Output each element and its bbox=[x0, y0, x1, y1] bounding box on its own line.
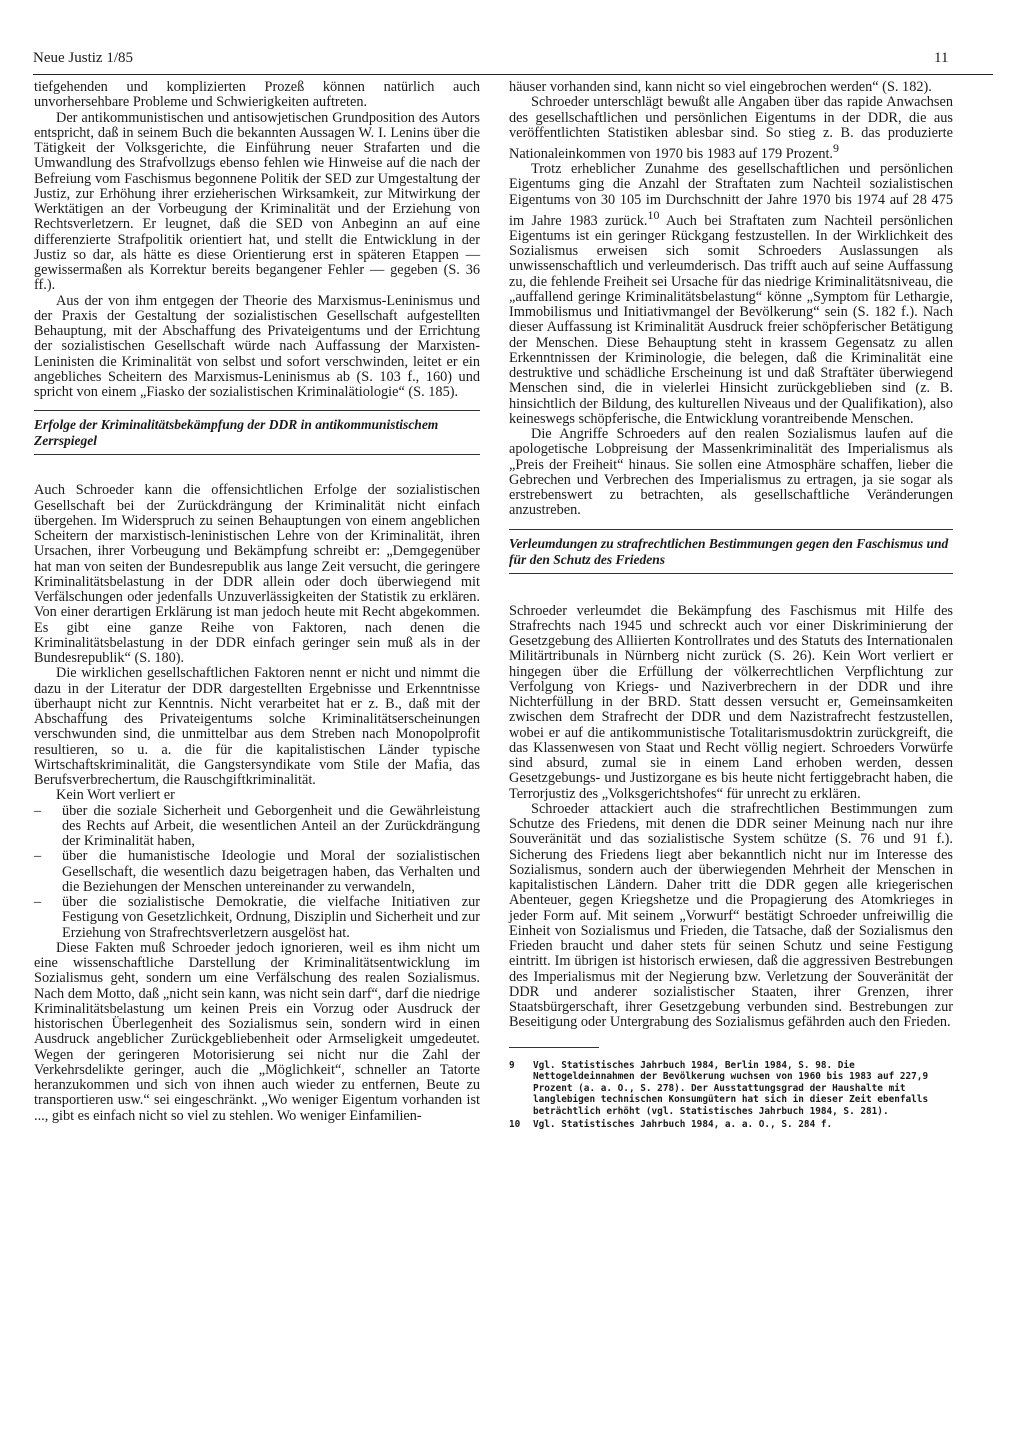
paragraph: Der antikommunistischen und antisowjetischen Grundposition des Autors entspricht, daß in seinem Buch die bekannten Aussagen W. I. Lenins über die Tätigkeit der Volksgerichte, die Einführung neuer Strafarten und die Umwandlung des Strafvollzugs ebenso fehlen wie Hinweise auf die nach der Befreiung vom Faschismus begonnene Politik der SED zur Umgestaltung der Justiz, zur Erhöhung ihrer erzieherischen Wirksamkeit, zur Mitwirkung der Werktätigen an der Vorbeugung der Kriminalität und der Erziehung von Rechtsverletzern. Er leugnet, daß die SED von Anbeginn an auf eine differenzierte Strafpolitik orientiert hat, und stellt die Entwicklung in der Justiz so dar, als hätte es diese Orientierung erst in späteren Etappen — gewissermaßen als Korrektur bereits begangener Fehler — gegeben (S. 36 ff.). bbox=[34, 109, 480, 294]
paragraph: Diese Fakten muß Schroeder jedoch ignorieren, weil es ihm nicht um eine wissenschaftliche Darstellung der Kriminalitätsentwicklung im Sozialismus geht, sondern um eine Verfälschung des realen Sozialismus. Nach dem Motto, daß „nicht sein kann, was nicht sein darf“, darf die niedrige Kriminalitätsbelastung um keinen Preis ein Vorzug oder Ausdruck der historischen Überlegenheit des Sozialismus sein, sondern wird in einen Ausdruck angeblicher Zurückgebliebenheit oder Armseligkeit umgedeutet. Wegen der geringeren Motorisierung sei nicht nur die Zahl der Verkehrsdelikte geringer, auch die „Möglichkeit“, schneller an Tatorte heranzukommen und sich von ihnen auch wieder zu entfernen, Beute zu transportieren usw.“ sei eingeschränkt. „Wo weniger Eigentum vorhanden ist ..., gibt es einfach nicht so viel zu stehlen. Wo weniger Einfamilien- bbox=[34, 939, 480, 1124]
section-heading: Verleumdungen zu strafrechtlichen Bestimmungen gegen den Faschismus und für den Schutz des Friedens bbox=[509, 536, 953, 574]
list-item: – über die humanistische Ideologie und Moral der sozialistischen Gesellschaft, die wesentlich dazu beigetragen haben, das Verhalten und die Beziehungen der Menschen untereinander zu verwandeln, bbox=[34, 849, 480, 895]
header-divider bbox=[33, 74, 993, 75]
paragraph bbox=[509, 95, 953, 162]
paragraph: Aus der von ihm entgegen der Theorie des Marxismus-Leninismus und der Praxis der Gestaltung der sozialistischen Gesellschaft aufgestellten Behauptung, mit der Abschaffung des Privateigentums und der Errichtung der sozialistischen Gesellschaft würde nach Auffassung der Marxisten-Leninisten die Kriminalität von selbst und sofort verschwinden, leitet er ein angebliches Scheitern des Marxismus-Leninismus ab (S. 103 f., 160) und spricht von einem „Fiasko der sozialistischen Kriminalätiologie“ (S. 185). bbox=[34, 292, 480, 400]
footnote-text: Vgl. Statistisches Jahrbuch 1984, a. a. O., S. 284 f. bbox=[533, 1119, 833, 1131]
footnote-divider bbox=[509, 1047, 599, 1048]
list-intro: Kein Wort verliert er bbox=[56, 787, 175, 804]
paragraph: Schroeder attackiert auch die strafrechtlichen Bestimmungen zum Schutze des Friedens, mit denen die DDR seiner Meinung nach nur ihre Souveränität und das sozialistische System schütze (S. 76 und 91 f.). Sicherung des Friedens liegt aber bekanntlich nicht nur im Interesse des Sozialismus, sondern auch der überwiegenden Mehrheit der Menschen in kapitalistischen Ländern. Daher tritt die DDR gegen alle kriegerischen Abenteuer, gegen Kriegshetze und die Propagierung des Atomkrieges in jeder Form auf. Mit seinem „Vorwurf“ bestätigt Schroeder unfreiwillig die Einheit von Sozialismus und Frieden, die Tatsache, daß der Sozialismus den Frieden braucht und daher stets für seinen Schutz und seine Festigung eintritt. Im übrigen ist historisch erwiesen, daß die aggressiven Bestrebungen des Imperialismus mit der Negierung bzw. Verletzung der Souveränität der DDR und anderer sozialistischer Staaten, ihrer Grenzen, ihrer Staatsbürgerschaft, ihrer Gesetzgebung verbunden sind. Bestrebungen zur Beseitigung oder Untergrabung des Sozialismus gefährden auch den Frieden. bbox=[509, 800, 953, 1031]
paragraph: Auch Schroeder kann die offensichtlichen Erfolge der sozialistischen Gesellschaft bei der Zurückdrängung der Kriminalität nicht einfach übergehen. Im Widerspruch zu seinen Behauptungen von einem angeblichen Scheitern der marxistisch-leninistischen Lehre von der Kriminalität, ihren Ursachen, ihrer Vorbeugung und Bekämpfung schreibt er: „Demgegenüber hat man von seiten der Bundesrepublik aus lange Zeit versucht, die geringere Kriminalitätsbelastung in der DDR allein oder doch überwiegend mit Verfälschungen oder jedenfalls Unzuverlässigkeiten der Statistik zu erklären. Von einer derartigen Erklärung ist man jedoch heute mit Recht abgekommen. Es gibt eine ganze Reihe von Faktoren, nach denen die Kriminalitätsbelastung in der DDR einfach geringer sein muß als in der Bundesrepublik“ (S. 180). bbox=[34, 482, 480, 666]
footnote bbox=[509, 1119, 953, 1131]
journal-title: Neue Justiz 1/85 bbox=[33, 50, 133, 66]
section-heading: Erfolge der Kriminalitätsbekämpfung der DDR in antikommunistischem Zerrspiegel bbox=[34, 417, 480, 455]
paragraph: Die Angriffe Schroeders auf den realen Sozialismus laufen auf die apologetische Lobpreisung der Massenkriminalität des Imperialismus als „Preis der Freiheit“ hinaus. Sie sollen eine Atmosphäre schaffen, lieber die Gebrechen und Verbrechen des Imperialismus zu ertragen, ja sie sogar als erstrebenswert zu betrachten, als gesellschaftliche Veränderungen anzustreben. bbox=[509, 426, 953, 519]
paragraph-text: Auch bei Straftaten zum Nachteil persönlichen Eigentums ist ein geringer Rückgang festzustellen. In der Wirklichkeit des Sozialismus erweisen sich somit Schroeders Auslassungen als unwissenschaftlich und verleumderisch. Das trifft auch auf seine Auffassung zu, die fehlende Freiheit sei Ursache für das niedrige Kriminalitätsniveau, die „auffallend geringe Kriminalitätsbelastung“ könne „Symptom für Lethargie, Immobilismus und Initiativmangel der Bevölkerung“ sein (S. 182 f.). Nach dieser Auffassung ist Kriminalität Ausdruck freier schöpferischer Betätigung der Menschen. Diese Behauptung steht in krassem Gegensatz zu allen Erkenntnissen der Kriminologie, die belegen, daß die Kriminalität eine destruktive und schädliche Erscheinung ist und daß Straftäter überwiegend Menschen sind, die in vielerlei Hinsicht zurückgeblieben sind (z. B. hinsichtlich der Bildung, des kulturellen Niveaus und der Qualifikation), also keineswegs schöpferische, die Entwicklung vorantreibende Menschen. bbox=[509, 212, 953, 427]
section-divider bbox=[34, 410, 480, 411]
page-number: 11 bbox=[934, 50, 949, 66]
footnote-text: Vgl. Statistisches Jahrbuch 1984, Berlin 1984, S. 98. Die Nettogeldeinnahmen der Bevölkerung wuchsen von 1960 bis 1983 auf 227,9 Prozent (a. a. O., S. 278). Der Ausstattungsgrad der Haushalte mit langlebigen technischen Konsumgütern hat sich in dieser Zeit ebenfalls beträchtlich erhöht (vgl. Statistisches Jahrbuch 1984, S. 281). bbox=[533, 1059, 929, 1117]
paragraph: Schroeder verleumdet die Bekämpfung des Faschismus mit Hilfe des Strafrechts nach 1945 und schreckt auch vor einer Diskriminierung der Gesetzgebung des Alliierten Kontrollrates und des Statuts des Internationalen Militärtribunals in Nürnberg nicht zurück (S. 26). Kein Wort verliert er hingegen über die Erfüllung der völkerrechtlichen Verpflichtung zur Verfolgung von Kriegs- und Naziverbrechern in der DDR und ihre Nichterfüllung in der BRD. Statt dessen versucht er, Gemeinsamkeiten zwischen dem Strafrecht der DDR und dem Nazistrafrecht festzustellen, wobei er auf die antikommunistische Totalitarismusdoktrin zurückgreift, die das Klassenwesen von Staat und Recht völlig negiert. Schroeders Vorwürfe sind absurd, zumal sie in einem Land erhoben werden, dessen Gesetzgebungs- und Justizorgane es bis heute nicht fertiggebracht haben, die Terrorjustiz des „Volksgerichtshofes“ für unrecht zu erklären. bbox=[509, 602, 953, 802]
footnote-number: 10 bbox=[509, 1119, 521, 1131]
paragraph: häuser vorhanden sind, kann nicht so viel eingebrochen werden“ (S. 182). bbox=[509, 79, 932, 95]
paragraph bbox=[509, 162, 953, 427]
footnote bbox=[509, 1060, 953, 1118]
footnote-ref: 10 bbox=[647, 207, 660, 222]
footnote-number: 9 bbox=[509, 1059, 515, 1071]
dash-list bbox=[34, 804, 480, 941]
paragraph: tiefgehenden und komplizierten Prozeß können natürlich auch unvorhersehbare Probleme und Schwierigkeiten auftreten. bbox=[34, 79, 480, 111]
footnote-ref: 9 bbox=[833, 141, 839, 155]
section-divider bbox=[509, 529, 953, 530]
list-item: – über die soziale Sicherheit und Geborgenheit und die Gewährleistung des Rechts auf Arbeit, die wesentlichen Anteil an der Zurückdrängung der Kriminalität haben, bbox=[34, 804, 480, 850]
paragraph-text: Schroeder unterschlägt bewußt alle Angaben über das rapide Anwachsen des gesellschaftlichen und persönlichen Eigentums in der DDR, die aus veröffentlichten Statistiken ablesbar sind. So stieg z. B. das produzierte Nationaleinkommen von 1970 bis 1983 auf 179 Prozent. bbox=[509, 94, 953, 162]
left-column bbox=[34, 80, 480, 1124]
list-item: – über die sozialistische Demokratie, die vielfache Initiativen zur Festigung von Gesetzlichkeit, Ordnung, Disziplin und Sicherheit und zur Erziehung von Strafrechtsverletzern ausgelöst hat. bbox=[34, 895, 480, 941]
paragraph: Die wirklichen gesellschaftlichen Faktoren nennt er nicht und nimmt die dazu in der Literatur der DDR dargestellten Ergebnisse und Erkenntnisse überhaupt nicht zur Kenntnis. Nicht verarbeitet hat er z. B., daß mit der Abschaffung des Privateigentums solche Kriminalitätserscheinungen verschwunden sind, die unmittelbar aus dem Streben nach Monopolprofit resultieren, so u. a. die für die kapitalistischen Länder typische Wirtschaftskriminalität, die Gangstersyndikate vom Stile der Mafia, das Berufsverbrechertum, die Rauschgiftkriminalität. bbox=[34, 665, 480, 788]
paragraph-text: Trotz erheblicher Zunahme des gesellschaftlichen und persönlichen Eigentums ging die Anzahl der Straftaten zum Nachteil sozialistischen Eigentums von 30 105 im Durchschnitt der Jahre 1970 bis 1974 auf 28 475 im Jahre 1983 zurück. bbox=[509, 161, 953, 229]
right-column bbox=[509, 80, 953, 1133]
